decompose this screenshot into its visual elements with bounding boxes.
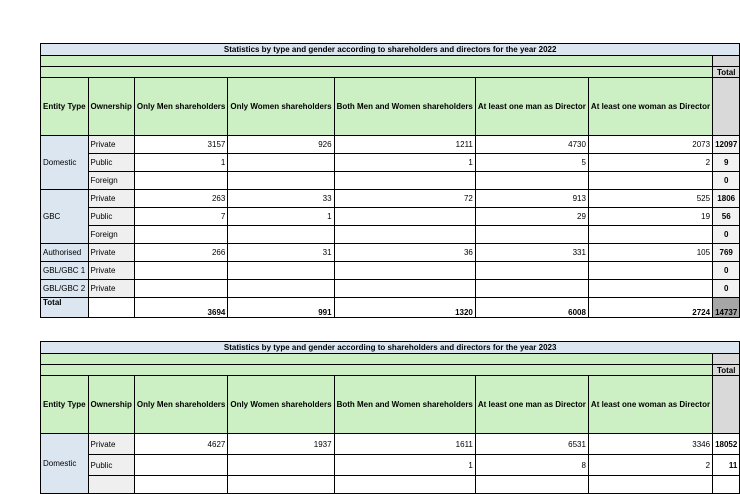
- value-cell: 913: [475, 190, 588, 208]
- ownership-cell: Private: [88, 262, 134, 280]
- ownership-cell: Private: [88, 136, 134, 154]
- value-cell: [228, 226, 334, 244]
- row-total-cell: 56: [713, 208, 740, 226]
- one-woman-director-header: At least one woman as Director: [588, 376, 712, 434]
- value-cell: [134, 455, 227, 476]
- spacer-row: [41, 56, 740, 67]
- value-cell: 1: [134, 154, 227, 172]
- one-man-director-header: At least one man as Director: [475, 78, 588, 136]
- value-cell: [134, 262, 227, 280]
- entity-cell: GBC: [41, 190, 89, 244]
- value-cell: [334, 476, 475, 494]
- table-title: Statistics by type and gender according to shareholders and directors for the year 2023: [41, 342, 740, 354]
- total-label: Total: [41, 298, 89, 318]
- value-cell: [475, 476, 588, 494]
- value-cell: 266: [134, 244, 227, 262]
- total-header-cell: [713, 376, 740, 434]
- table-title: Statistics by type and gender according to shareholders and directors for the year 2022: [41, 44, 740, 56]
- table-row: [41, 226, 740, 244]
- only-men-header: Only Men shareholders: [134, 78, 227, 136]
- ownership-cell: Public: [88, 154, 134, 172]
- value-cell: 1611: [334, 434, 475, 455]
- value-cell: [334, 280, 475, 298]
- ownership-cell: Private: [88, 280, 134, 298]
- only-men-header: Only Men shareholders: [134, 376, 227, 434]
- header-spacer: [41, 67, 713, 78]
- total-label-row: [41, 67, 740, 78]
- only-women-header: Only Women shareholders: [228, 376, 334, 434]
- table-row: [41, 280, 740, 298]
- value-cell: [228, 280, 334, 298]
- row-total-cell: 769: [713, 244, 740, 262]
- grand-total-cell: 14737: [713, 298, 740, 318]
- value-cell: 1: [228, 208, 334, 226]
- total-header-cell: [713, 78, 740, 136]
- value-cell: 1: [334, 455, 475, 476]
- value-cell: [475, 226, 588, 244]
- table-row: [41, 455, 740, 476]
- table-row: [41, 476, 740, 494]
- ownership-cell: Private: [88, 190, 134, 208]
- value-cell: [228, 154, 334, 172]
- row-total-cell: 0: [713, 262, 740, 280]
- value-cell: 6531: [475, 434, 588, 455]
- both-header: Both Men and Women shareholders: [334, 376, 475, 434]
- value-cell: 3346: [588, 434, 712, 455]
- value-cell: 2: [588, 154, 712, 172]
- row-total-cell: 0: [713, 172, 740, 190]
- entity-cell: GBL/GBC 2: [41, 280, 89, 298]
- value-cell: 263: [134, 190, 227, 208]
- column-header-row: [41, 78, 740, 136]
- value-cell: 2073: [588, 136, 712, 154]
- value-cell: [134, 172, 227, 190]
- table-row: [41, 434, 740, 455]
- value-cell: 1211: [334, 136, 475, 154]
- table-row: [41, 136, 740, 154]
- value-cell: 3157: [134, 136, 227, 154]
- value-cell: 105: [588, 244, 712, 262]
- value-cell: [334, 208, 475, 226]
- value-cell: [475, 172, 588, 190]
- entity-cell: GBL/GBC 1: [41, 262, 89, 280]
- title-row: [41, 342, 740, 354]
- table-2023: [40, 341, 740, 494]
- header-spacer-total: [713, 354, 740, 365]
- totals-row: [41, 298, 740, 318]
- empty-cell: [88, 298, 134, 318]
- value-cell: 4730: [475, 136, 588, 154]
- row-total-cell: 0: [713, 280, 740, 298]
- ownership-header: Ownership: [88, 376, 134, 434]
- row-total-cell: 0: [713, 226, 740, 244]
- value-cell: [475, 280, 588, 298]
- value-cell: [228, 172, 334, 190]
- value-cell: [228, 455, 334, 476]
- total-header: Total: [713, 67, 740, 78]
- value-cell: [588, 476, 712, 494]
- table-2022: [40, 43, 740, 318]
- value-cell: 331: [475, 244, 588, 262]
- value-cell: 1937: [228, 434, 334, 455]
- total-header: Total: [713, 365, 740, 376]
- ownership-cell: Private: [88, 244, 134, 262]
- ownership-cell: Foreign: [88, 172, 134, 190]
- value-cell: 1: [334, 154, 475, 172]
- value-cell: [228, 476, 334, 494]
- entity-cell: Domestic: [41, 136, 89, 190]
- value-cell: [588, 280, 712, 298]
- total-value-cell: 1320: [334, 298, 475, 318]
- ownership-cell: Public: [88, 208, 134, 226]
- row-total-cell: 18052: [713, 434, 740, 455]
- row-total-cell: [713, 476, 740, 494]
- ownership-cell: Private: [88, 434, 134, 455]
- one-woman-director-header: At least one woman as Director: [588, 78, 712, 136]
- column-header-row: [41, 376, 740, 434]
- value-cell: [475, 262, 588, 280]
- entity-type-header: Entity Type: [41, 376, 89, 434]
- row-total-cell: 9: [713, 154, 740, 172]
- both-header: Both Men and Women shareholders: [334, 78, 475, 136]
- table-row: [41, 244, 740, 262]
- value-cell: 2: [588, 455, 712, 476]
- row-total-cell: 11: [713, 455, 740, 476]
- row-total-cell: 1806: [713, 190, 740, 208]
- header-spacer: [41, 354, 713, 365]
- ownership-cell: [88, 476, 134, 494]
- table-row: [41, 262, 740, 280]
- ownership-cell: Public: [88, 455, 134, 476]
- value-cell: 33: [228, 190, 334, 208]
- header-spacer-total: [713, 56, 740, 67]
- table-row: [41, 208, 740, 226]
- value-cell: 525: [588, 190, 712, 208]
- value-cell: 8: [475, 455, 588, 476]
- value-cell: 7: [134, 208, 227, 226]
- value-cell: [588, 172, 712, 190]
- value-cell: 4627: [134, 434, 227, 455]
- value-cell: [134, 476, 227, 494]
- value-cell: 29: [475, 208, 588, 226]
- total-value-cell: 2724: [588, 298, 712, 318]
- value-cell: [134, 226, 227, 244]
- header-spacer: [41, 56, 713, 67]
- ownership-cell: Foreign: [88, 226, 134, 244]
- total-value-cell: 6008: [475, 298, 588, 318]
- table-row: [41, 154, 740, 172]
- entity-cell: Authorised: [41, 244, 89, 262]
- value-cell: [228, 262, 334, 280]
- entity-type-header: Entity Type: [41, 78, 89, 136]
- value-cell: 36: [334, 244, 475, 262]
- table-row: [41, 190, 740, 208]
- value-cell: [334, 226, 475, 244]
- total-value-cell: 991: [228, 298, 334, 318]
- table-row: [41, 172, 740, 190]
- total-label-row: [41, 365, 740, 376]
- ownership-header: Ownership: [88, 78, 134, 136]
- value-cell: 31: [228, 244, 334, 262]
- value-cell: [334, 172, 475, 190]
- value-cell: [134, 280, 227, 298]
- row-total-cell: 12097: [713, 136, 740, 154]
- title-row: [41, 44, 740, 56]
- value-cell: 19: [588, 208, 712, 226]
- spacer-row: [41, 354, 740, 365]
- one-man-director-header: At least one man as Director: [475, 376, 588, 434]
- total-value-cell: 3694: [134, 298, 227, 318]
- only-women-header: Only Women shareholders: [228, 78, 334, 136]
- value-cell: [588, 226, 712, 244]
- value-cell: [334, 262, 475, 280]
- entity-cell: Domestic: [41, 434, 89, 494]
- header-spacer: [41, 365, 713, 376]
- value-cell: 5: [475, 154, 588, 172]
- value-cell: 72: [334, 190, 475, 208]
- value-cell: [588, 262, 712, 280]
- value-cell: 926: [228, 136, 334, 154]
